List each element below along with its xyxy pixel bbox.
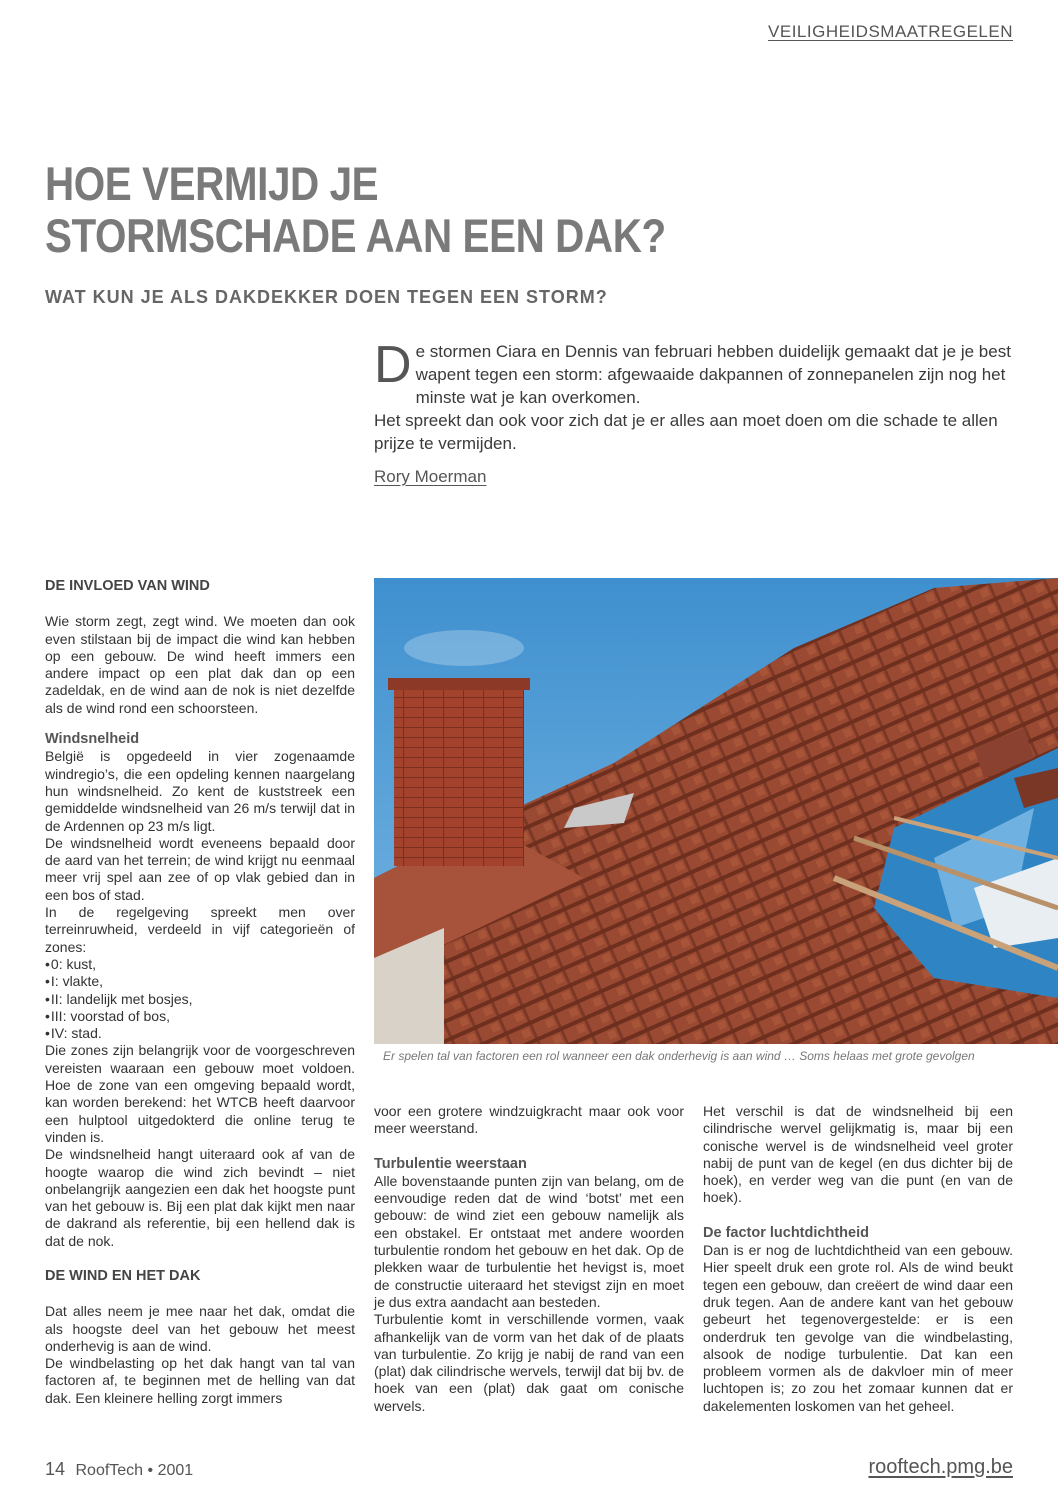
column-3 xyxy=(703,1103,1013,1415)
storm-damaged-roof-photo xyxy=(374,578,1058,1044)
list-item: • 0: kust, xyxy=(45,956,355,973)
subheading-luchtdichtheid: De factor luchtdichtheid xyxy=(703,1224,869,1241)
column-2 xyxy=(374,1103,684,1415)
subheading-turbulentie: Turbulentie weerstaan xyxy=(374,1155,527,1172)
list-item: • II: landelijk met bosjes, xyxy=(45,991,355,1008)
paragraph: Die zones zijn belangrijk voor de voorgeschreven vereisten waaraan een gebouw moet voldoen. Hoe de zone van een omgeving bepaald wordt, kan worden berekend: het WTCB heeft daarvoor een hulptool uitgedokterd die online terug te vinden is. xyxy=(45,1042,355,1145)
dropcap: D xyxy=(374,336,412,394)
heading-invloed-wind: DE INVLOED VAN WIND xyxy=(45,578,210,594)
heading-wind-en-dak: DE WIND EN HET DAK xyxy=(45,1267,201,1284)
paragraph: Alle bovenstaande punten zijn van belang, om de eenvoudige reden dat de wind ‘botst’ met een gebouw: de wind ziet een gebouw namelijk als een obstakel. Er ontstaat met andere woorden turbulentie rondom het gebouw en het dak. Op de plekken waar de turbulentie het hevigst is, moet de constructie uiteraard het stevigst zijn en moet je dus extra aandacht aan besteden. xyxy=(374,1172,684,1310)
section-tag: VEILIGHEIDSMAATREGELEN xyxy=(768,22,1013,41)
article-title xyxy=(45,158,733,262)
intro-paragraph-2: Het spreekt dan ook voor zich dat je er alles aan moet doen om die schade te allen prijze te vermijden. xyxy=(374,411,998,453)
article-subtitle: WAT KUN JE ALS DAKDEKKER DOEN TEGEN EEN STORM? xyxy=(45,287,608,307)
paragraph: Het verschil is dat de windsnelheid bij een cilindrische wervel gelijkmatig is, maar bij een conische wervel is de windsnelheid veel groter nabij de punt van de kegel (en dus dichter bij de hoek), en verder weg van die punt (en van de hoek). xyxy=(703,1103,1013,1206)
paragraph: België is opgedeeld in vier zogenaamde windregio’s, die een opdeling kennen naargelang hun windsnelheid. Zo kent de kuststreek een gemiddelde windsnelheid van 26 m/s terwijl dat in de Ardennen op 23 m/s ligt. xyxy=(45,748,355,834)
footer-url-link[interactable]: rooftech.pmg.be xyxy=(868,1456,1013,1478)
magazine-issue: RoofTech • 2001 xyxy=(75,1462,194,1479)
paragraph: Wie storm zegt, zegt wind. We moeten dan ook even stilstaan bij de impact die wind kan hebben op een gebouw. De wind heeft immers een andere impact op een plat dak dan op een zadeldak, en de wind aan de nok is niet dezelfde als de wind rond een schoorsteen. xyxy=(45,613,355,716)
paragraph: In de regelgeving spreekt men over terreinruwheid, verdeeld in vijf categorieën of zones: xyxy=(45,904,355,955)
paragraph: Dat alles neem je mee naar het dak, omdat die als hoogste deel van het gebouw het meest onderhevig is aan de wind. xyxy=(45,1303,355,1354)
paragraph: De windsnelheid hangt uiteraard ook af van de hoogte waarop die wind zich bevindt – niet onbelangrijk aangezien een dak het hoogste punt van het gebouw is. Bij een plat dak kijkt men naar de dakrand als referentie, bij een hellend dak is dat de nok. xyxy=(45,1146,355,1249)
title-line-1: HOE VERMIJD JE xyxy=(45,157,379,210)
intro-paragraph-1: e stormen Ciara en Dennis van februari hebben duidelijk gemaakt dat je je best wapent tegen een storm: afgewaaide dakpannen of zonnepanelen zijn nog het minste wat je kan overkomen. xyxy=(415,342,1011,407)
list-item: • I: vlakte, xyxy=(45,973,355,990)
page-number: 14 xyxy=(45,1459,66,1479)
paragraph: Turbulentie komt in verschillende vormen, vaak afhankelijk van de vorm van het dak of de plaats van turbulentie. Zo krijg je nabij de rand van een (plat) dak cilindrische wervels, terwijl dat bij bv. de hoek van een (plat) dak gaat om conische wervels. xyxy=(374,1311,684,1414)
list-item: • III: voorstad of bos, xyxy=(45,1008,355,1025)
paragraph: voor een grotere windzuigkracht maar ook voor meer weerstand. xyxy=(374,1103,684,1137)
zone-list xyxy=(45,956,355,1042)
paragraph: De windsnelheid wordt eveneens bepaald door de aard van het terrein; de wind krijgt nu eenmaal meer vrij spel aan zee of op vlak gebied dan in een bos of stad. xyxy=(45,834,355,903)
author-link[interactable]: Rory Moerman xyxy=(374,467,487,486)
title-line-2: STORMSCHADE AAN EEN DAK? xyxy=(45,209,666,262)
paragraph: De windbelasting op het dak hangt van tal van factoren af, te beginnen met de helling van dat dak. Een kleinere helling zorgt immers xyxy=(45,1355,355,1406)
subheading-windsnelheid: Windsnelheid xyxy=(45,731,140,748)
photo-caption: Er spelen tal van factoren een rol wanneer een dak onderhevig is aan wind … Soms helaas met grote gevolgen xyxy=(383,1049,975,1063)
roof-illustration xyxy=(374,578,1058,1044)
column-1 xyxy=(45,578,355,1407)
footer-left xyxy=(45,1459,193,1480)
list-item: • IV: stad. xyxy=(45,1025,355,1042)
intro xyxy=(374,336,1014,455)
paragraph: Dan is er nog de luchtdichtheid van een gebouw. Hier speelt druk een grote rol. Als de wind beukt tegen een gebouw, dan creëert de wind daar een druk tegen. Aan de andere kant van het gebouw gebeurt het tegenovergestelde: er is een onderdruk ten gevolge van die windbelasting, alsook de nodige turbulentie. Dat kan een probleem vormen als de dakvloer min of meer luchtopen is; zo zou het zomaar kunnen dat er dakelementen loskomen van het geheel. xyxy=(703,1242,1013,1414)
